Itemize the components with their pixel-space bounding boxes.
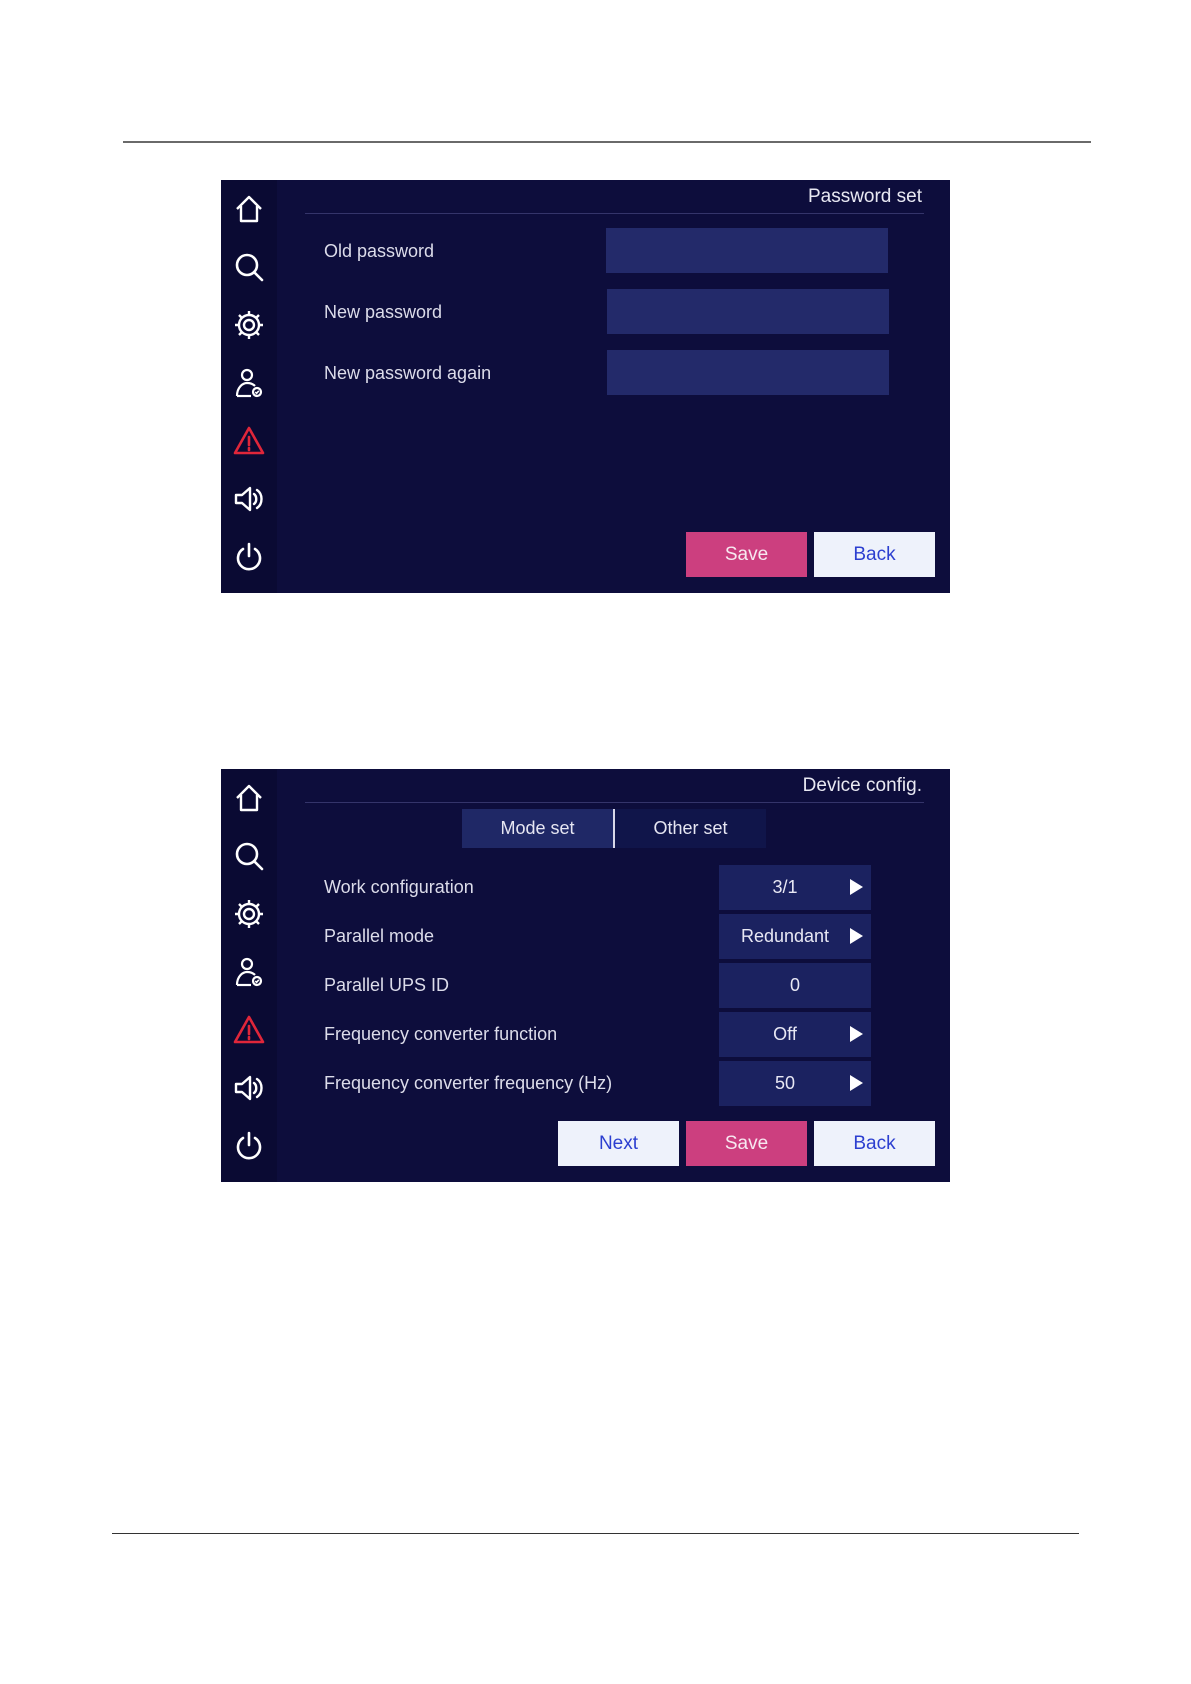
old-password-label: Old password [324, 241, 435, 261]
power-icon[interactable] [233, 541, 265, 573]
parallel-mode-label: Parallel mode [324, 926, 435, 946]
parallel-mode-value: Redundant [740, 926, 830, 946]
frequency-converter-frequency-value: 50 [774, 1073, 796, 1093]
frequency-converter-frequency-select[interactable] [719, 1061, 871, 1106]
work-configuration-select[interactable] [719, 865, 871, 910]
save-button[interactable]: Save [686, 1121, 807, 1166]
sidebar [221, 769, 277, 1182]
old-password-input[interactable] [606, 228, 888, 273]
search-icon[interactable] [233, 251, 265, 283]
frequency-converter-function-label: Frequency converter function [324, 1024, 558, 1044]
new-password-again-input[interactable] [607, 350, 889, 395]
back-button[interactable]: Back [814, 1121, 935, 1166]
device-config-screen [221, 769, 950, 1182]
power-icon[interactable] [233, 1130, 265, 1162]
gear-icon[interactable] [233, 898, 265, 930]
play-arrow-icon [850, 1075, 863, 1091]
frequency-converter-function-value: Off [773, 1024, 797, 1044]
sidebar [221, 180, 277, 593]
page-header-rule [123, 141, 1091, 143]
play-arrow-icon [850, 928, 863, 944]
user-icon[interactable] [233, 956, 265, 988]
new-password-input[interactable] [607, 289, 889, 334]
frequency-converter-frequency-label: Frequency converter frequency (Hz) [324, 1073, 613, 1093]
next-button[interactable]: Next [558, 1121, 679, 1166]
parallel-ups-id-label: Parallel UPS ID [324, 975, 450, 995]
page-footer-rule [112, 1533, 1079, 1534]
new-password-label: New password [324, 302, 443, 322]
tab-mode-set[interactable]: Mode set [462, 809, 613, 848]
parallel-mode-select[interactable] [719, 914, 871, 959]
alarm-warning-icon[interactable] [233, 1014, 265, 1046]
speaker-icon[interactable] [233, 1072, 265, 1104]
password-set-screen [221, 180, 950, 593]
new-password-again-label: New password again [324, 363, 492, 383]
back-button[interactable]: Back [814, 532, 935, 577]
title-divider [305, 802, 924, 803]
gear-icon[interactable] [233, 309, 265, 341]
play-arrow-icon [850, 1026, 863, 1042]
tab-other-set[interactable]: Other set [615, 809, 766, 848]
frequency-converter-function-select[interactable] [719, 1012, 871, 1057]
search-icon[interactable] [233, 840, 265, 872]
alarm-warning-icon[interactable] [233, 425, 265, 457]
title-divider [305, 213, 924, 214]
work-configuration-value: 3/1 [772, 877, 798, 897]
work-configuration-label: Work configuration [324, 877, 474, 897]
home-icon[interactable] [233, 782, 265, 814]
play-arrow-icon [850, 879, 863, 895]
screen-title: Password set [807, 186, 922, 207]
home-icon[interactable] [233, 193, 265, 225]
speaker-icon[interactable] [233, 483, 265, 515]
parallel-ups-id-value: 0 [789, 975, 800, 995]
user-icon[interactable] [233, 367, 265, 399]
save-button[interactable]: Save [686, 532, 807, 577]
parallel-ups-id-field[interactable] [719, 963, 871, 1008]
screen-title: Device config. [802, 775, 922, 796]
